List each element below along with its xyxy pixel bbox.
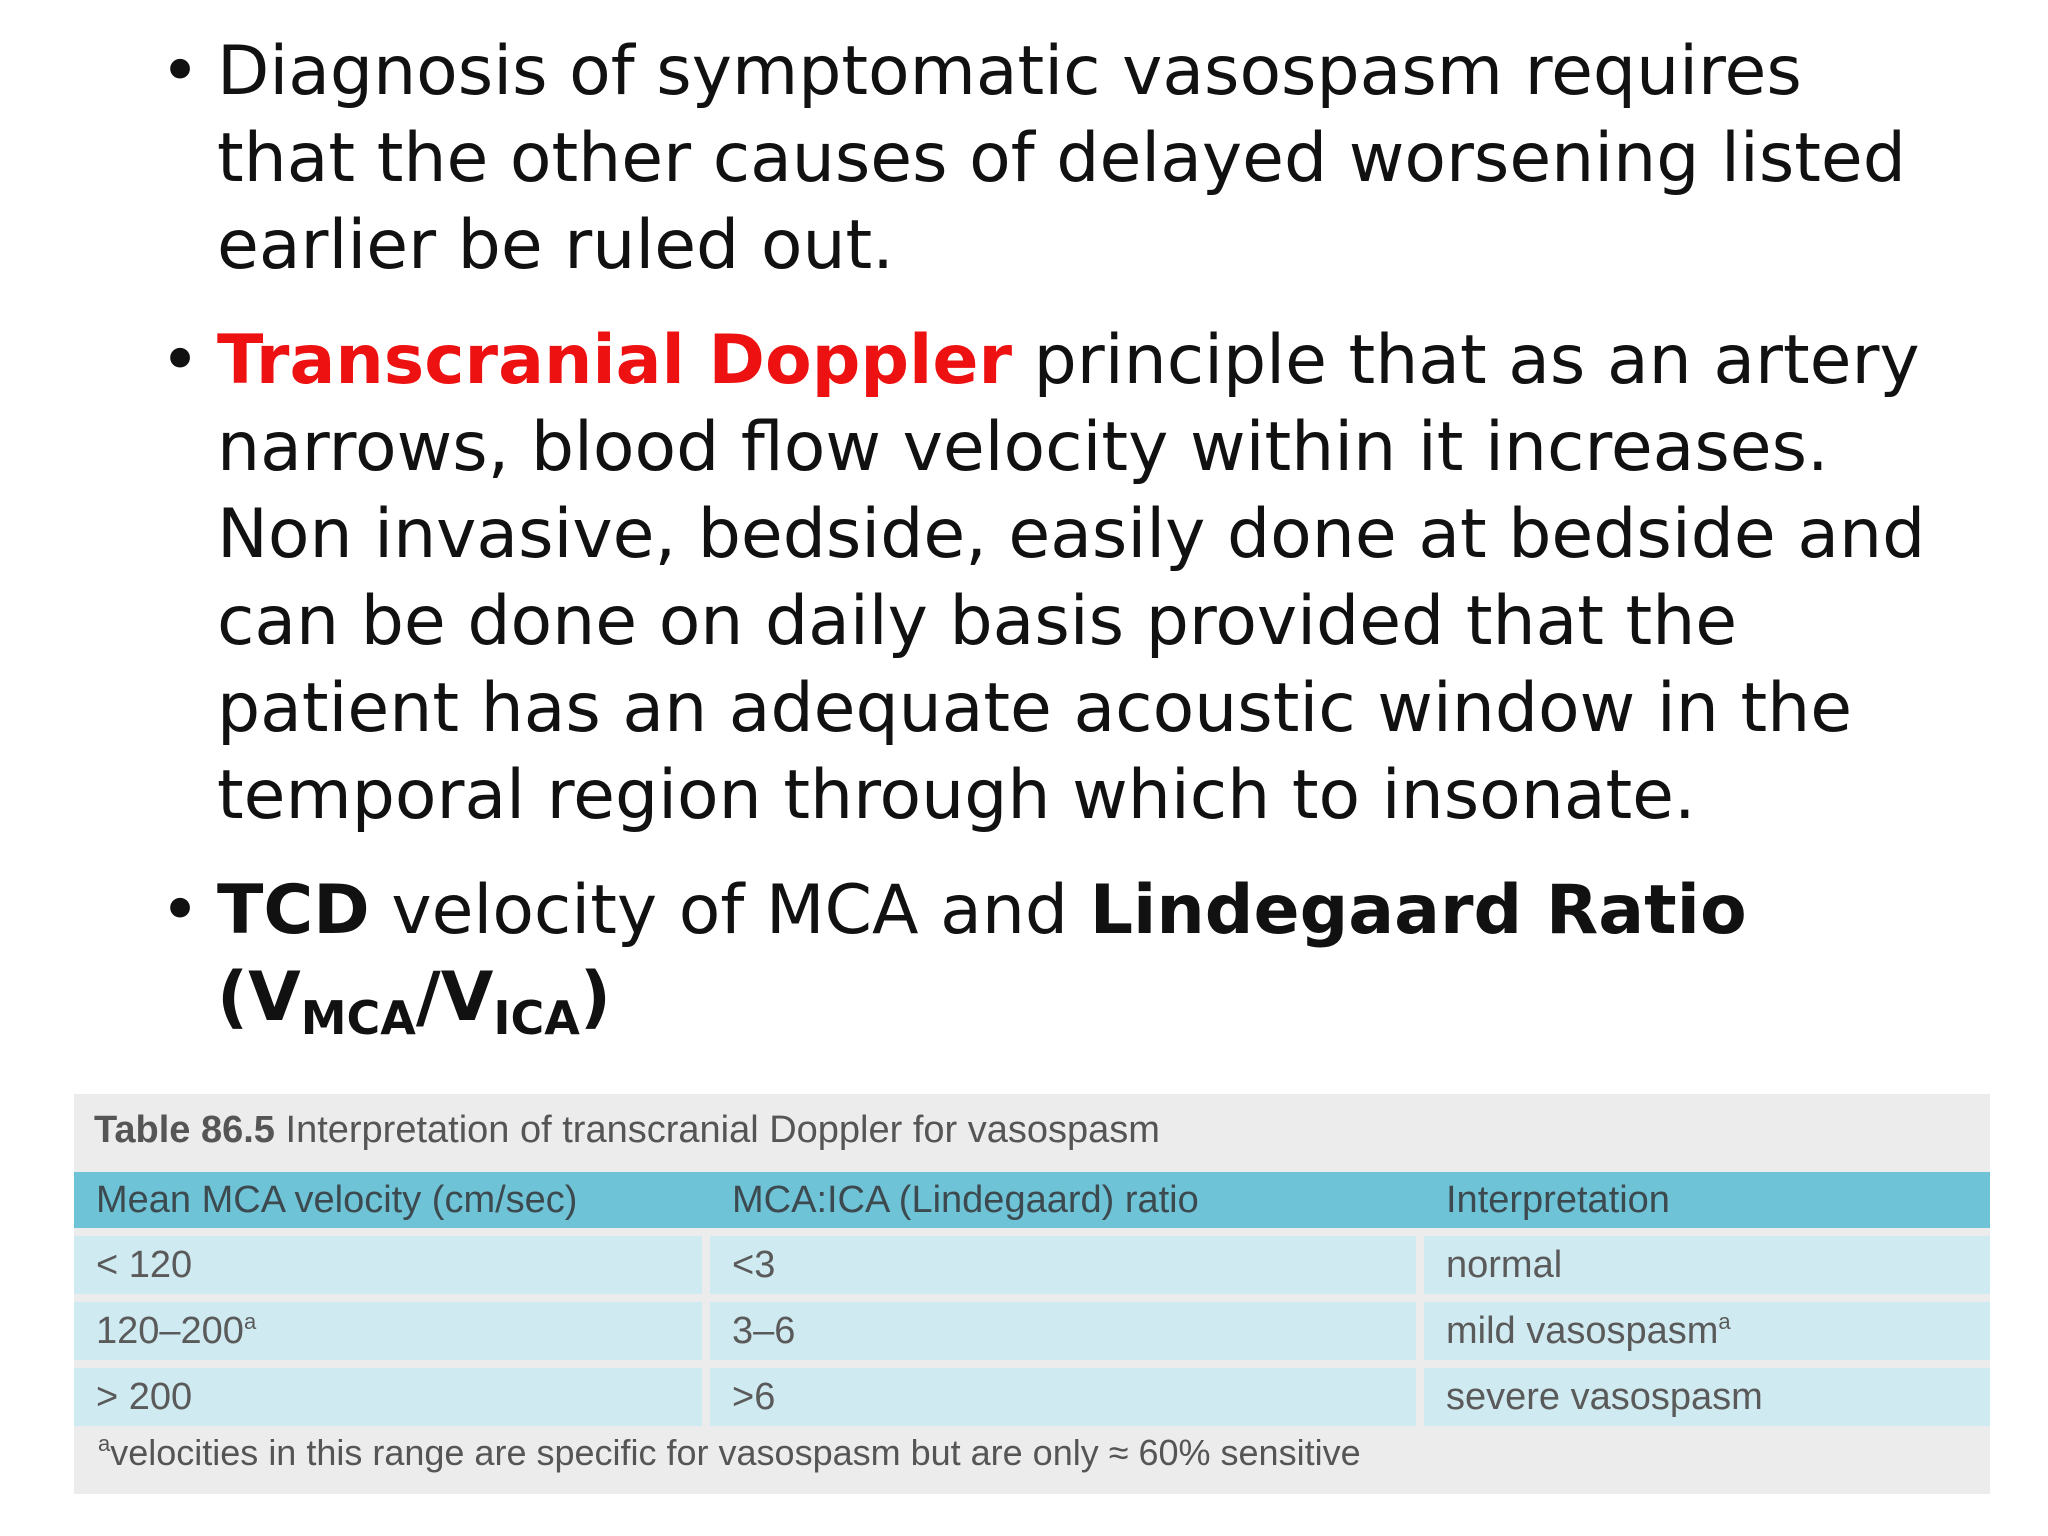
cell-interpretation xyxy=(1424,1236,1990,1294)
bullet-diagnosis xyxy=(160,28,1940,289)
formula-sub-ica: ICA xyxy=(493,991,580,1045)
table-row xyxy=(74,1368,1990,1426)
cell-ratio: 3–6 xyxy=(710,1302,1416,1360)
table-footnote xyxy=(98,1424,1361,1482)
bullet-dot: • xyxy=(160,321,201,400)
tcd-interpretation-table xyxy=(74,1094,1990,1494)
table-row xyxy=(74,1302,1990,1360)
header-velocity: Mean MCA velocity (cm/sec) xyxy=(96,1179,578,1221)
bullet-tcd-principle xyxy=(160,317,1940,839)
bullet-tcd-velocity xyxy=(160,867,1940,1045)
formula-v-mca: (V xyxy=(217,958,301,1037)
bullet-dot: • xyxy=(160,32,201,111)
table-number: Table 86.5 xyxy=(94,1109,275,1151)
header-ratio: MCA:ICA (Lindegaard) ratio xyxy=(732,1179,1199,1221)
tcd-bold: TCD xyxy=(217,871,370,950)
table-header-row xyxy=(74,1172,1990,1228)
cell-ratio: <3 xyxy=(710,1236,1416,1294)
interpretation-value: mild vasospasm xyxy=(1446,1310,1719,1352)
header-interpretation: Interpretation xyxy=(1446,1179,1670,1221)
cell-ratio: >6 xyxy=(710,1368,1416,1426)
lindegaard-ratio-bold: Lindegaard Ratio xyxy=(1089,871,1747,950)
velocity-value: < 120 xyxy=(96,1244,193,1286)
transcranial-doppler-highlight: Transcranial Doppler xyxy=(217,321,1013,400)
table-title: Interpretation of transcranial Doppler for vasospasm xyxy=(285,1109,1160,1151)
footnote-text: velocities in this range are specific for vasospasm but are only ≈ 60% sensitive xyxy=(110,1432,1361,1473)
formula-v-ica: /V xyxy=(415,958,494,1037)
formula-sub-mca: MCA xyxy=(300,991,416,1045)
cell-interpretation xyxy=(1424,1368,1990,1426)
velocity-value: 120–200 xyxy=(96,1310,244,1352)
bullet-tcd-principle-text: principle that as an artery narrows, blood flow velocity within it increases. Non invasive, bedside, easily done at bedside and can be done on daily basis provided that the patient has an adequate acoustic window in the temporal region through which to insonate. xyxy=(217,321,1926,835)
bullet-diagnosis-text: Diagnosis of symptomatic vasospasm requires that the other causes of delayed worsening listed earlier be ruled out. xyxy=(217,32,1906,285)
table-caption xyxy=(94,1106,1160,1154)
interpretation-value: normal xyxy=(1446,1244,1563,1286)
cell-interpretation xyxy=(1424,1302,1990,1360)
ratio-formula xyxy=(217,958,611,1045)
footnote-mark: a xyxy=(98,1431,111,1456)
cell-velocity xyxy=(74,1368,702,1426)
table-grid xyxy=(74,1172,1990,1434)
cell-velocity xyxy=(74,1236,702,1294)
table-row xyxy=(74,1236,1990,1294)
tcd-velocity-text: velocity of MCA and xyxy=(369,871,1090,950)
cell-velocity xyxy=(74,1302,702,1360)
bullet-list xyxy=(160,28,1940,1067)
interpretation-value: severe vasospasm xyxy=(1446,1376,1763,1418)
footnote-marker: a xyxy=(243,1309,257,1334)
footnote-marker: a xyxy=(1718,1309,1731,1334)
velocity-value: > 200 xyxy=(96,1376,193,1418)
formula-close: ) xyxy=(579,958,611,1037)
bullet-dot: • xyxy=(160,871,201,950)
